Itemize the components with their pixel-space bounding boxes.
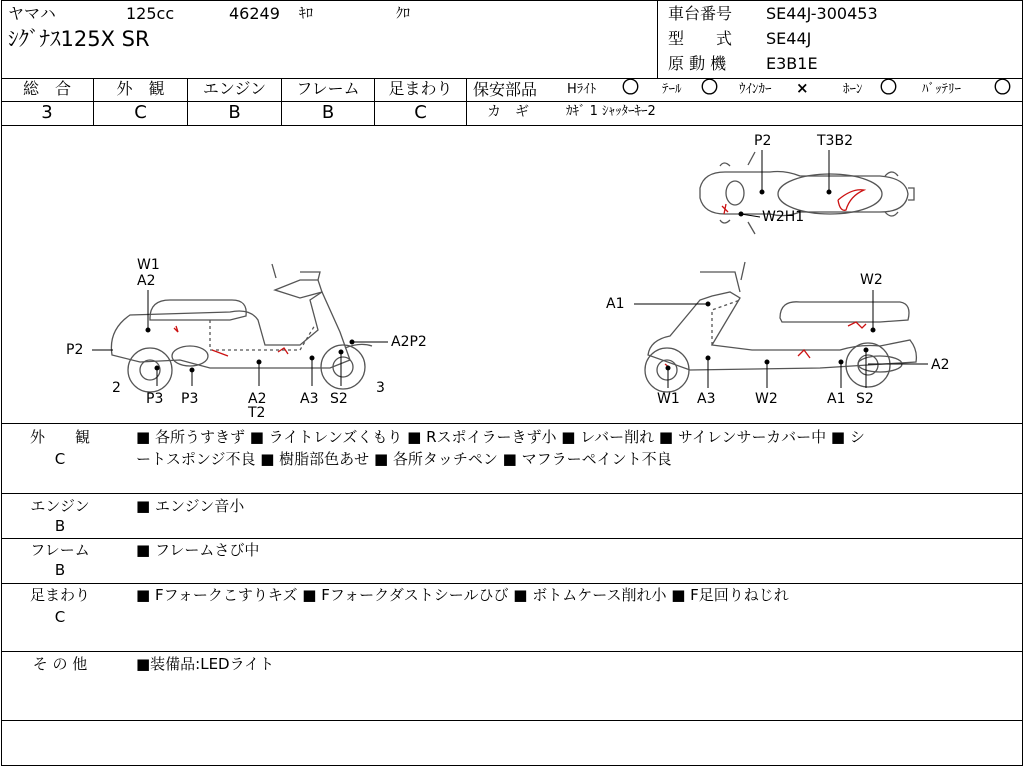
engine-code: E3B1E — [766, 54, 818, 73]
engine-label: 原 動 機 — [668, 54, 727, 73]
label-left-a2: A2 — [137, 273, 156, 289]
safety-headlight-mark: 〇 — [622, 78, 639, 98]
label-right-s2: S2 — [856, 391, 874, 407]
maker: ヤマハ — [8, 4, 56, 23]
remark-text-frame: ■ フレームさび中 — [136, 541, 260, 559]
type: SE44J — [766, 29, 812, 48]
remark-text-exterior-2: ートスポンジ不良 ■ 樹脂部色あせ ■ 各所タッチペン ■ マフラーペイント不良 — [136, 450, 672, 468]
grade-value-suspension: C — [414, 102, 427, 123]
color: ｸﾛ — [396, 6, 410, 22]
safety-headlight-label: Hﾗｲﾄ — [567, 82, 597, 97]
label-right-a1b: A1 — [827, 391, 846, 407]
remark-text-exterior-1: ■ 各所うすきず ■ ライトレンズくもり ■ Rスポイラーきず小 ■ レバー削れ ■ サイレンサーカバー中 ■ シ — [136, 428, 865, 446]
grade-value-exterior: C — [134, 102, 147, 123]
header-divider — [657, 0, 658, 78]
label-right-w2b: W2 — [755, 391, 778, 407]
remark-label-frame: フレーム — [30, 541, 90, 559]
safety-horn-mark: 〇 — [880, 78, 897, 98]
remark-text-suspension: ■ Fフォークこすりキズ ■ Fフォークダストシールひび ■ ボトムケース削れ小 ■ F足回りねじれ — [136, 586, 789, 604]
frame-no-label: 車台番号 — [668, 4, 733, 23]
top-view-scooter — [700, 152, 914, 234]
remark-label-suspension: 足まわり — [29, 586, 90, 604]
safety-tail-mark: 〇 — [701, 78, 718, 98]
grade-value-engine: B — [228, 102, 241, 123]
safety-tail-label: ﾃｰﾙ — [662, 82, 682, 97]
remark-label-exterior: 外 観 — [29, 428, 90, 446]
grade-label-engine: エンジン — [202, 79, 267, 98]
diagram-bottom-rule — [1, 423, 1023, 424]
label-left-p2: P2 — [66, 342, 84, 358]
label-left-a3: A3 — [300, 391, 319, 407]
label-left-t2: T2 — [248, 405, 266, 421]
remark-label-other: そ の 他 — [32, 655, 88, 673]
displacement: 125cc — [126, 4, 175, 23]
grade-label-exterior: 外 観 — [116, 79, 165, 98]
label-top-w2h1: W2H1 — [762, 209, 805, 225]
safety-winker-label: ｳｲﾝｶｰ — [739, 82, 772, 97]
remark-grade-suspension: C — [54, 608, 66, 626]
label-top-p2: P2 — [754, 133, 772, 149]
mileage-unit: ｷﾛ — [299, 6, 313, 22]
grade-mid-rule — [1, 101, 1023, 102]
label-right-a1: A1 — [606, 296, 625, 312]
label-left-p3a: P3 — [146, 391, 164, 407]
safety-battery-label: ﾊﾞｯﾃﾘｰ — [922, 82, 961, 97]
grade-label-frame: フレーム — [296, 79, 360, 98]
label-right-w1: W1 — [657, 391, 680, 407]
remark-grade-frame: B — [54, 561, 66, 579]
label-right-a3: A3 — [697, 391, 716, 407]
grade-value-frame: B — [321, 102, 335, 123]
grade-label-suspension: 足まわり — [388, 79, 453, 98]
type-label: 型 式 — [668, 29, 733, 48]
remark-text-engine: ■ エンジン音小 — [136, 497, 245, 515]
grade-label-overall: 総 合 — [22, 79, 71, 98]
safety-winker-mark: × — [796, 79, 809, 97]
label-right-w2: W2 — [860, 272, 883, 288]
label-left-2: 2 — [112, 380, 121, 396]
remark-rule — [1, 720, 1023, 721]
key-value: ｶｷﾞ 1 ｼｬｯﾀｰｷｰ2 — [566, 104, 656, 119]
label-left-a2p2: A2P2 — [391, 334, 427, 350]
label-left-w1: W1 — [137, 257, 160, 273]
mileage: 46249 — [229, 4, 280, 23]
label-top-t3b2: T3B2 — [817, 133, 853, 149]
label-left-3: 3 — [376, 380, 385, 396]
remark-text-other: ■装備品:LEDライト — [136, 655, 275, 673]
remark-rule — [1, 538, 1023, 539]
grade-divider — [466, 78, 467, 125]
label-right-a2: A2 — [931, 357, 950, 373]
grade-value-overall: 3 — [41, 102, 53, 123]
key-label: カ ギ — [487, 104, 529, 120]
label-left-a2b: A2 — [248, 391, 267, 407]
remark-label-engine: エンジン — [30, 497, 90, 515]
remark-rule — [1, 583, 1023, 584]
remark-grade-exterior: C — [54, 450, 66, 468]
label-left-s2: S2 — [330, 391, 348, 407]
safety-battery-mark: 〇 — [994, 78, 1011, 98]
remark-grade-engine: B — [54, 517, 66, 535]
safety-horn-label: ﾎｰﾝ — [843, 82, 863, 97]
label-left-p3b: P3 — [181, 391, 199, 407]
remark-rule — [1, 651, 1023, 652]
safety-title: 保安部品 — [473, 80, 538, 99]
remark-rule — [1, 493, 1023, 494]
frame-no: SE44J-300453 — [766, 4, 878, 23]
model-name: ｼｸﾞﾅｽ125X SR — [8, 27, 150, 51]
